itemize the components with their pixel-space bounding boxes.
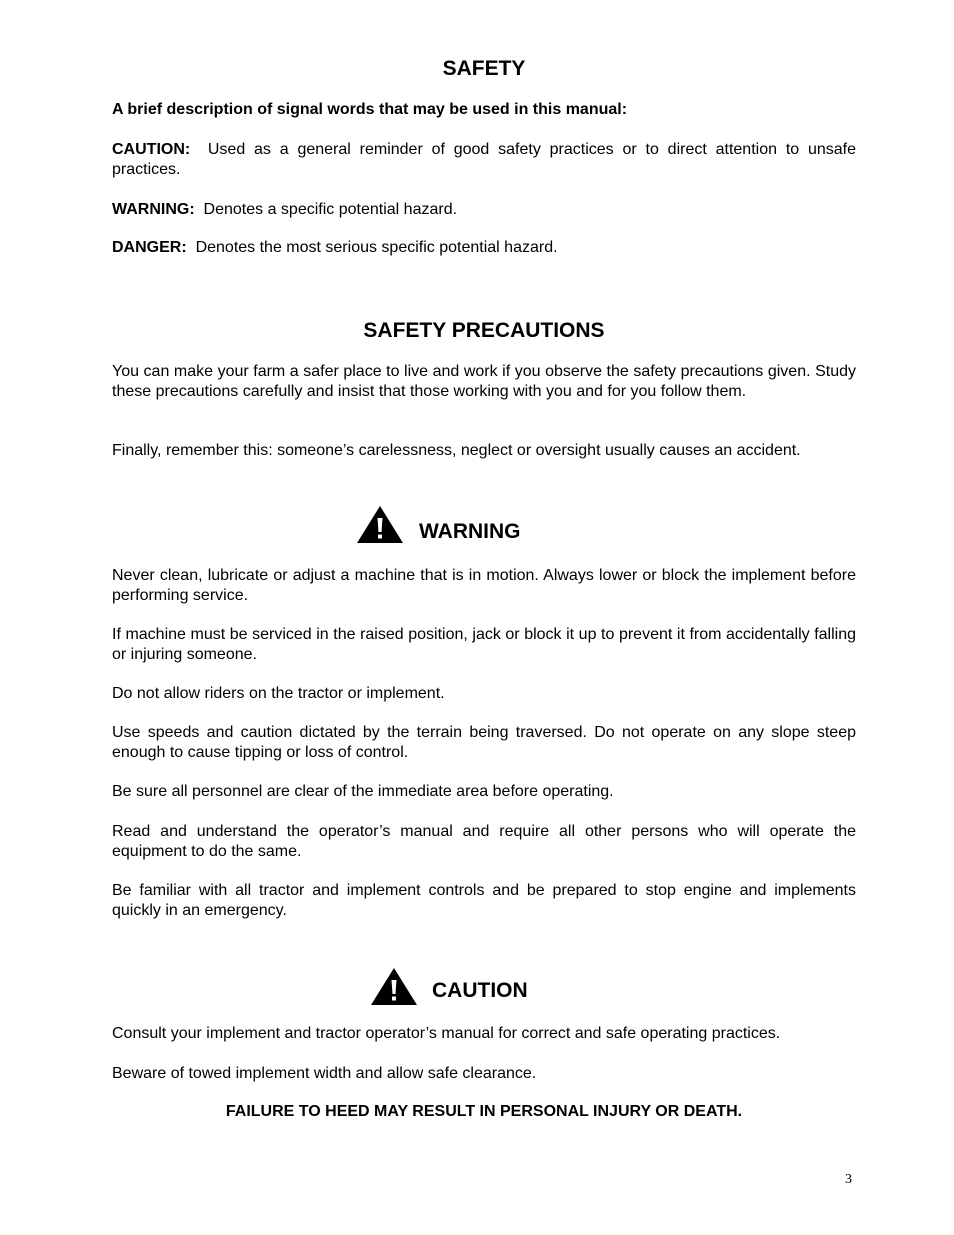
signal-words-intro: A brief description of signal words that may be used in this manual: — [112, 101, 628, 118]
manual-page — [112, 0, 856, 1235]
warning-label: WARNING: — [112, 201, 195, 218]
warning-item-7: Be familiar with all tractor and implement controls and be prepared to stop engine and implements quickly in an emergency. — [112, 882, 856, 919]
caution-definition — [112, 140, 856, 180]
warning-item-6: Read and understand the operator’s manual and require all other persons who will operate the equipment to do the same. — [112, 823, 856, 860]
caution-item-2: Beware of towed implement width and allow safe clearance. — [112, 1065, 537, 1082]
precautions-paragraph-2: Finally, remember this: someone’s carelessness, neglect or oversight usually causes an accident. — [112, 442, 801, 459]
warning-definition — [112, 200, 856, 220]
caution-heading: CAUTION — [432, 979, 528, 1002]
warning-item-1: Never clean, lubricate or adjust a machine that is in motion. Always lower or block the implement before performing service. — [112, 567, 856, 604]
failure-warning-footer: FAILURE TO HEED MAY RESULT IN PERSONAL INJURY OR DEATH. — [225, 1103, 743, 1120]
warning-item-4: Use speeds and caution dictated by the terrain being traversed. Do not operate on any slope steep enough to cause tipping or loss of control. — [112, 724, 856, 761]
warning-item-3: Do not allow riders on the tractor or implement. — [112, 685, 445, 702]
page-number: 3 — [845, 1172, 852, 1187]
danger-definition — [112, 238, 856, 258]
danger-text: Denotes the most serious specific potential hazard. — [195, 239, 558, 256]
warning-item-5: Be sure all personnel are clear of the immediate area before operating. — [112, 783, 614, 800]
warning-text: Denotes a specific potential hazard. — [203, 201, 458, 218]
precautions-paragraph-1: You can make your farm a safer place to live and work if you observe the safety precautions given. Study these precautions carefully and insist that those working with you and for you follow them. — [112, 363, 856, 400]
warning-item-2: If machine must be serviced in the raised position, jack or block it up to prevent it from accidentally falling or injuring someone. — [112, 626, 856, 663]
danger-label: DANGER: — [112, 239, 187, 256]
caution-text: Used as a general reminder of good safety practices or to direct attention to unsafe practices. — [112, 141, 857, 178]
caution-label: CAUTION: — [112, 141, 191, 158]
caution-triangle-icon — [370, 967, 418, 1006]
safety-title: SAFETY — [442, 57, 526, 80]
safety-precautions-title: SAFETY PRECAUTIONS — [363, 319, 605, 342]
warning-heading: WARNING — [419, 520, 521, 543]
caution-item-1: Consult your implement and tractor operator’s manual for correct and safe operating practices. — [112, 1025, 781, 1042]
warning-triangle-icon — [356, 505, 404, 544]
